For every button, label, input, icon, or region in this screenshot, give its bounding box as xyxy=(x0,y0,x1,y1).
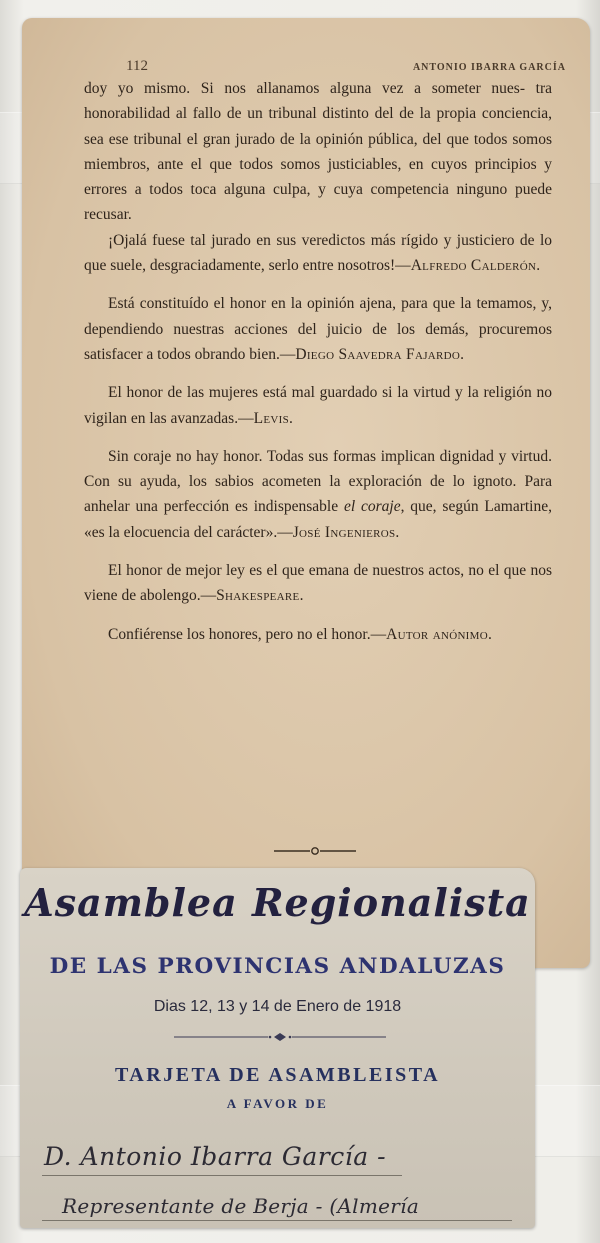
page-header xyxy=(22,58,590,78)
fill-line xyxy=(42,1220,512,1221)
quote-paragraph: Confiérense los honores, pero no el honor.—Autor anónimo. xyxy=(108,625,493,643)
quote-author: Levis. xyxy=(253,409,294,427)
quote-author: Shakespeare. xyxy=(216,587,304,605)
quote-paragraph: El honor de las mujeres está mal guardado si la virtud y la religión no vigilan en las avanzadas.—Levis. xyxy=(84,384,552,427)
quote-paragraph: ¡Ojalá fuese tal jurado en sus veredictos más rígido y justiciero de lo que suele, desgraciadamente, serlo entre nosotros!—Alfredo Calderón. xyxy=(84,231,552,275)
section-ornament-icon xyxy=(272,845,358,857)
quote-author: Alfredo Calderón. xyxy=(410,257,541,275)
card-type: TARJETA DE ASAMBLEISTA xyxy=(114,1064,441,1086)
card-subtitle: DE LAS PROVINCIAS ANDALUZAS xyxy=(49,954,506,979)
assembly-card xyxy=(20,868,535,1228)
handwritten-name: D. Antonio Ibarra García - xyxy=(44,1142,387,1171)
page-number: 112 xyxy=(126,58,148,74)
quote-paragraph: doy yo mismo. Si nos allanamos alguna vez a someter nues- tra honorabilidad al fallo de un tribunal distinto del de la propia conciencia, sea ese tribunal el gran jurado de la opinión pública, del que todos somos miembros, ante el que todos somos justiciables, en cuyos principios y errores a todos toca alguna culpa, y cuya competencia ninguno puede recusar. xyxy=(84,80,553,224)
card-divider-icon xyxy=(170,1032,390,1042)
card-dates: Dias 12, 13 y 14 de Enero de 1918 xyxy=(153,998,402,1015)
quote-author: Autor anónimo. xyxy=(386,625,493,643)
fill-line xyxy=(42,1175,402,1176)
handwritten-role: Representante de Berja - (Almería xyxy=(62,1194,420,1218)
quote-paragraph: Está constituído el honor en la opinión ajena, para que la temamos, y, dependiendo nuestras acciones del juicio de los demás, procuremos satisfacer a todos obrando bien.—Diego Saavedra Fajardo. xyxy=(84,295,552,363)
running-head: ANTONIO IBARRA GARCÍA xyxy=(412,62,566,73)
quote-paragraph: Sin coraje no hay honor. Todas sus formas implican dignidad y virtud. Con su ayuda, los sabios acometen la exploración de lo ignoto. Para anhelar una perfección es indispensable el coraje, que, según Lamartine, «es la elocuencia del carácter».—José Ingenieros. xyxy=(84,447,552,541)
card-favor-label: A FAVOR DE xyxy=(226,1096,329,1111)
quote-paragraph: El honor de mejor ley es el que emana de nuestros actos, no el que nos viene de abolengo.—Shakespeare. xyxy=(84,562,552,605)
quotations-text xyxy=(84,76,552,647)
quote-author: José Ingenieros. xyxy=(292,523,400,541)
card-title: Asamblea Regionalista xyxy=(24,880,531,925)
quote-author: Diego Saavedra Fajardo. xyxy=(295,345,465,363)
